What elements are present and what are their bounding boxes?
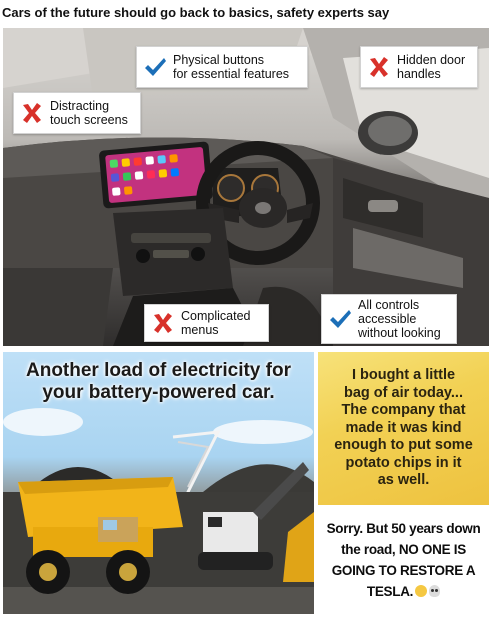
- cross-icon: [151, 311, 175, 335]
- callout-text: Complicated menus: [181, 309, 251, 337]
- skull-icon: [429, 585, 440, 597]
- checkmark-icon: [143, 55, 167, 79]
- grimacing-face-icon: [415, 585, 427, 597]
- callout-text: All controls accessible without looking: [358, 298, 441, 340]
- callout-distracting-touch-screens: [13, 92, 141, 134]
- callout-physical-buttons: [136, 46, 308, 88]
- tesla-meme: [318, 505, 489, 614]
- callout-text: Distracting touch screens: [50, 99, 128, 127]
- mining-truck-meme: [3, 352, 314, 614]
- cross-icon: [367, 55, 391, 79]
- headline: Cars of the future should go back to basics, safety experts say: [2, 5, 390, 20]
- chips-meme: [318, 352, 489, 505]
- callout-text: Physical buttons for essential features: [173, 53, 290, 81]
- tesla-meme-text: Sorry. But 50 years down the road, NO ONE IS GOING TO RESTORE A TESLA.: [326, 520, 481, 599]
- chips-meme-text: I bought a little bag of air today... The company that made it was kind enough to put some potato chips in it as well.: [334, 367, 473, 489]
- cross-icon: [20, 101, 44, 125]
- callout-complicated-menus: [144, 304, 269, 342]
- checkmark-icon: [328, 307, 352, 331]
- callout-all-controls-accessible: [321, 294, 457, 344]
- callout-hidden-door-handles: [360, 46, 478, 88]
- car-interior-image: [3, 28, 489, 346]
- mining-meme-caption: Another load of electricity for your battery-powered car.: [26, 360, 291, 403]
- tesla-meme-text-block: [321, 518, 486, 602]
- callout-text: Hidden door handles: [397, 53, 466, 81]
